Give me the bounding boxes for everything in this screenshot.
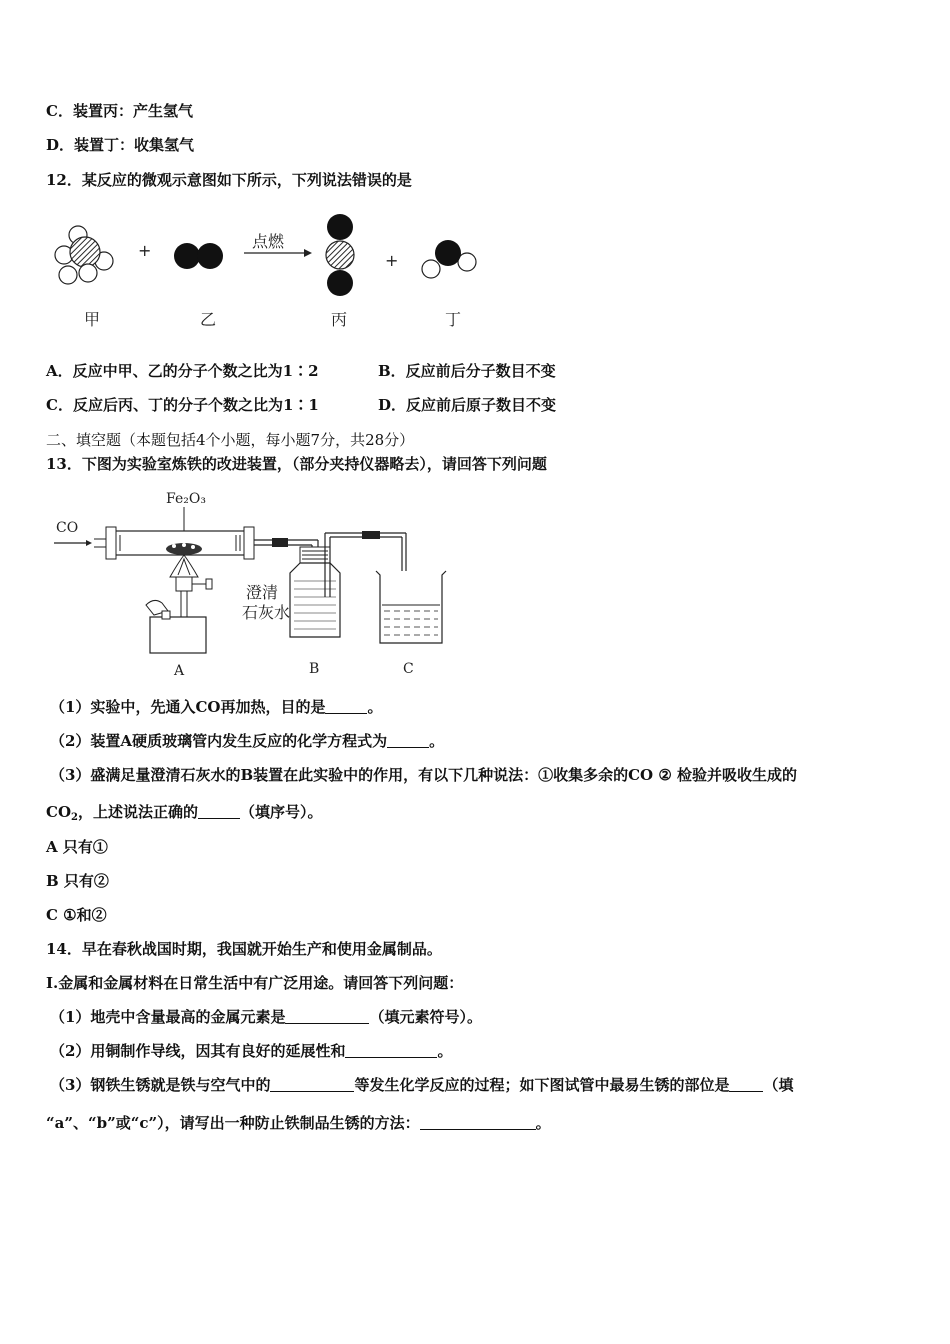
q13-part-1-text: （1）实验中，先通入CO再加热，目的是 [50,698,326,716]
q14-part-2-end: 。 [437,1042,453,1060]
molecule-yi [174,243,223,269]
label-yi: 乙 [200,310,217,329]
co-label: CO [56,520,79,536]
q12-option-c [46,395,557,415]
limewater-label-line1: 澄清 [246,583,279,602]
q13-part-3: （3）盛满足量澄清石灰水的B装置在此实验中的作用，有以下几种说法：①收集多余的CO ② 检验并吸收生成的 [50,766,798,784]
q13-part-2-end: 。 [429,732,445,750]
limewater-bottle-b [290,547,340,637]
q14-part-1 [50,1007,482,1027]
q14-part-2-text: （2）用铜制作导线，因其有良好的延展性和 [50,1042,346,1060]
q12-option-b: B．反应前后分子数目不变 [378,362,556,380]
q13-choice-a: A 只有① [46,838,108,856]
q12-option-a [46,361,556,381]
q11-option-d: D．装置丁：收集氢气 [46,136,195,154]
reaction-diagram [40,205,500,335]
section-2-title: 二、填空题（本题包括4个小题，每小题7分，共28分） [46,431,415,449]
q14-part-3 [50,1075,793,1095]
co2-text: CO [46,803,72,821]
plus-sign-1: + [138,241,152,260]
molecule-jia [55,226,113,284]
q14-part-1-text: （1）地壳中含量最高的金属元素是 [50,1008,286,1026]
iron-smelting-apparatus [50,485,470,685]
alcohol-burner [146,555,212,653]
plus-sign-2: + [385,251,399,270]
fe2o3-label: Fe₂O₃ [166,491,206,507]
label-ding: 丁 [445,310,462,329]
limewater-label-line2: 石灰水 [242,603,291,622]
co2-subscript: 2 [71,812,78,823]
answer-blank[interactable] [270,1077,354,1092]
q12-option-d: D．反应前后原子数目不变 [378,396,557,414]
answer-blank[interactable] [198,804,240,819]
q13-part-1 [50,697,382,717]
q13-part-1-end: 。 [367,698,383,716]
q14-part-2 [50,1041,452,1061]
q13-part-2-text: （2）装置A硬质玻璃管内发生反应的化学方程式为 [50,732,388,750]
answer-blank[interactable] [325,699,367,714]
q14-stem: 14．早在春秋战国时期，我国就开始生产和使用金属制品。 [46,940,442,958]
q14-part-3-text: （3）钢铁生锈就是铁与空气中的 [50,1076,271,1094]
apparatus-label-c: C [403,661,414,677]
q14-part-3-mid: 等发生化学反应的过程；如下图试管中最易生锈的部位是 [354,1076,730,1094]
apparatus-label-b: B [309,661,320,677]
answer-blank[interactable] [285,1009,369,1024]
q12-option-c-text: C．反应后丙、丁的分子个数之比为1∶1 [46,396,319,414]
q14-part-3b-text: “a”、“b”或“c”），请写出一种防止铁制品生锈的方法： [46,1114,420,1132]
q13-part-2 [50,731,444,751]
q13-part-3-continued [46,802,323,828]
q14-part-3-continued [46,1113,551,1133]
q14-part-1-end: （填元素符号）。 [369,1008,482,1026]
arrow-label-ignite: 点燃 [252,232,285,251]
q13-choice-c: C ①和② [46,906,107,924]
molecule-bing [326,214,354,296]
reaction-arrow-head [304,249,312,257]
molecule-ding [422,240,476,278]
q13-choice-b: B 只有② [46,872,109,890]
answer-blank[interactable] [420,1115,536,1130]
answer-blank[interactable] [729,1077,763,1092]
q14-part-3b-end: 。 [535,1114,551,1132]
q11-option-c: C．装置丙：产生氢气 [46,102,193,120]
q14-intro: I.金属和金属材料在日常生活中有广泛用途。请回答下列问题： [46,974,464,992]
beaker-c [376,571,446,643]
apparatus-label-a: A [174,663,185,679]
q12-stem: 12．某反应的微观示意图如下所示，下列说法错误的是 [46,171,412,189]
label-jia: 甲 [84,310,101,329]
q12-option-a-text: A．反应中甲、乙的分子个数之比为1∶2 [46,362,319,380]
q13-stem: 13．下图为实验室炼铁的改进装置，（部分夹持仪器略去），请回答下列问题 [46,455,547,473]
q13-part-3-mid: ，上述说法正确的 [77,803,198,821]
answer-blank[interactable] [345,1043,437,1058]
q13-part-3-end: （填序号）。 [240,803,323,821]
label-bing: 丙 [331,310,348,329]
hard-glass-tube [94,527,254,559]
q14-part-3-end: （填 [763,1076,794,1094]
answer-blank[interactable] [387,733,429,748]
